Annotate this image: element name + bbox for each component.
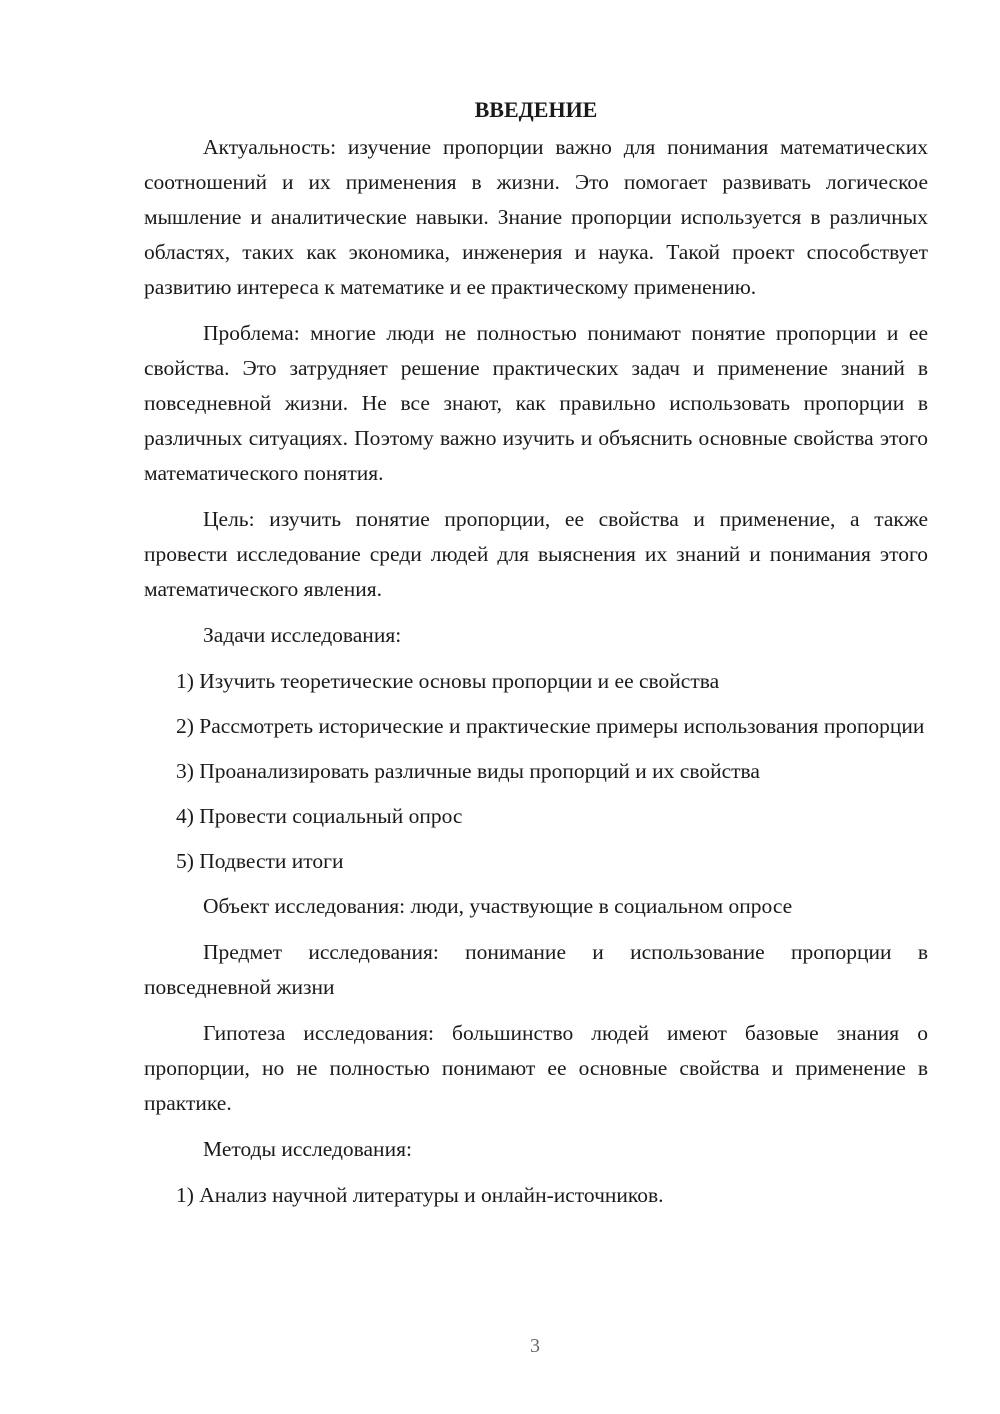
methods-heading: Методы исследования: [203, 1137, 412, 1161]
object-paragraph: Объект исследования: люди, участвующие в социальном опросе [203, 894, 793, 918]
task-item-5: 5) Подвести итоги [176, 849, 344, 873]
method-item-1: 1) Анализ научной литературы и онлайн-источников. [176, 1183, 664, 1207]
hypothesis-paragraph: Гипотеза исследования: большинство людей имеют базовые знания о пропорции, но не полностью понимают ее основные свойства и применение в практике. [144, 1021, 928, 1115]
tasks-heading: Задачи исследования: [203, 623, 402, 647]
page-number: 3 [530, 1335, 540, 1357]
task-item-1: 1) Изучить теоретические основы пропорции и ее свойства [176, 669, 720, 693]
subject-paragraph: Предмет исследования: понимание и использование пропорции в повседневной жизни [144, 940, 928, 999]
problem-paragraph: Проблема: многие люди не полностью понимают понятие пропорции и ее свойства. Это затрудняет решение практических задач и применение знаний в повседневной жизни. Не все знают, как правильно использовать пропорции в различных ситуациях. Поэтому важно изучить и объяснить основные свойства этого математического понятия. [144, 321, 928, 485]
task-item-2: 2) Рассмотреть исторические и практические примеры использования пропорции [176, 714, 925, 738]
goal-paragraph: Цель: изучить понятие пропорции, ее свойства и применение, а также провести исследование среди людей для выяснения их знаний и понимания этого математического явления. [144, 507, 928, 601]
relevance-paragraph: Актуальность: изучение пропорции важно для понимания математических соотношений и их применения в жизни. Это помогает развивать логическое мышление и аналитические навыки. Знание пропорции используется в различных областях, таких как экономика, инженерия и наука. Такой проект способствует развитию интереса к математике и ее практическому применению. [144, 135, 928, 299]
document-page [144, 95, 928, 1223]
page-title: ВВЕДЕНИЕ [474, 97, 598, 122]
task-item-4: 4) Провести социальный опрос [176, 804, 463, 828]
task-item-3: 3) Проанализировать различные виды пропорций и их свойства [176, 759, 760, 783]
